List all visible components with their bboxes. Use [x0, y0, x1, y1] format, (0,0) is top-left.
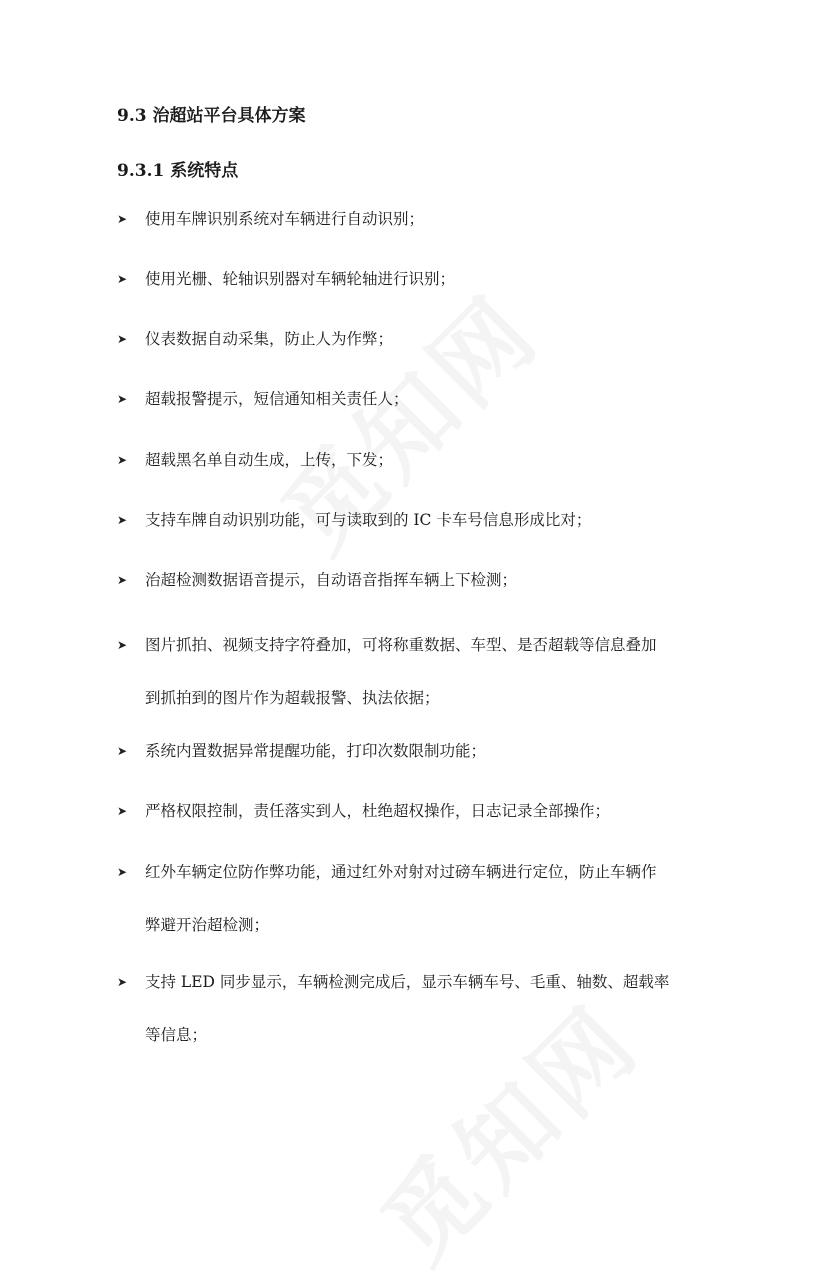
- list-item-text: 支持 LED 同步显示，车辆检测完成后，显示车辆车号、毛重、轴数、超载率: [145, 973, 670, 991]
- arrowhead-bullet-icon: ➤: [117, 332, 128, 346]
- arrowhead-bullet-icon: ➤: [117, 513, 128, 527]
- arrowhead-bullet-icon: ➤: [117, 638, 128, 652]
- list-item-text: 使用车牌识别系统对车辆进行自动识别；: [145, 210, 425, 228]
- list-item: [117, 846, 717, 952]
- subsection-heading: 9.3.1 系统特点: [117, 161, 239, 181]
- list-item-text: 支持车牌自动识别功能，可与读取到的 IC 卡车号信息形成比对；: [145, 511, 592, 529]
- arrowhead-bullet-icon: ➤: [117, 212, 128, 226]
- list-item: [117, 193, 717, 246]
- arrowhead-bullet-icon: ➤: [117, 272, 128, 286]
- arrowhead-bullet-icon: ➤: [117, 804, 128, 818]
- arrowhead-bullet-icon: ➤: [117, 975, 128, 989]
- list-item-text: 红外车辆定位防作弊功能，通过红外对射对过磅车辆进行定位，防止车辆作: [145, 863, 657, 881]
- arrowhead-bullet-icon: ➤: [117, 744, 128, 758]
- arrowhead-bullet-icon: ➤: [117, 573, 128, 587]
- list-item: [117, 725, 717, 778]
- arrowhead-bullet-icon: ➤: [117, 865, 128, 879]
- list-item: [117, 434, 717, 487]
- list-item-text: 图片抓拍、视频支持字符叠加，可将称重数据、车型、是否超载等信息叠加: [145, 636, 657, 654]
- list-item-text: 使用光栅、轮轴识别器对车辆轮轴进行识别；: [145, 270, 456, 288]
- list-item: [117, 313, 717, 366]
- list-item-text: 仪表数据自动采集，防止人为作弊；: [145, 330, 394, 348]
- list-item: [117, 785, 717, 838]
- arrowhead-bullet-icon: ➤: [117, 392, 128, 406]
- list-item-text: 严格权限控制，责任落实到人，杜绝超权操作，日志记录全部操作；: [145, 802, 611, 820]
- section-heading: 9.3 治超站平台具体方案: [117, 106, 306, 126]
- list-item-text: 系统内置数据异常提醒功能，打印次数限制功能；: [145, 742, 487, 760]
- list-item: [117, 619, 717, 725]
- list-item: [117, 373, 717, 426]
- list-item: [117, 494, 717, 547]
- list-item-text: 治超检测数据语音提示，自动语音指挥车辆上下检测；: [145, 571, 518, 589]
- list-item-text-continued: 到抓拍到的图片作为超载报警、执法依据；: [145, 689, 440, 707]
- list-item-text-continued: 弊避开治超检测；: [145, 916, 270, 934]
- list-item: [117, 956, 717, 1062]
- list-item: [117, 253, 717, 306]
- list-item-text: 超载报警提示，短信通知相关责任人；: [145, 390, 409, 408]
- list-item-text: 超载黑名单自动生成，上传，下发；: [145, 451, 394, 469]
- arrowhead-bullet-icon: ➤: [117, 453, 128, 467]
- list-item: [117, 554, 717, 607]
- list-item-text-continued: 等信息；: [145, 1026, 208, 1044]
